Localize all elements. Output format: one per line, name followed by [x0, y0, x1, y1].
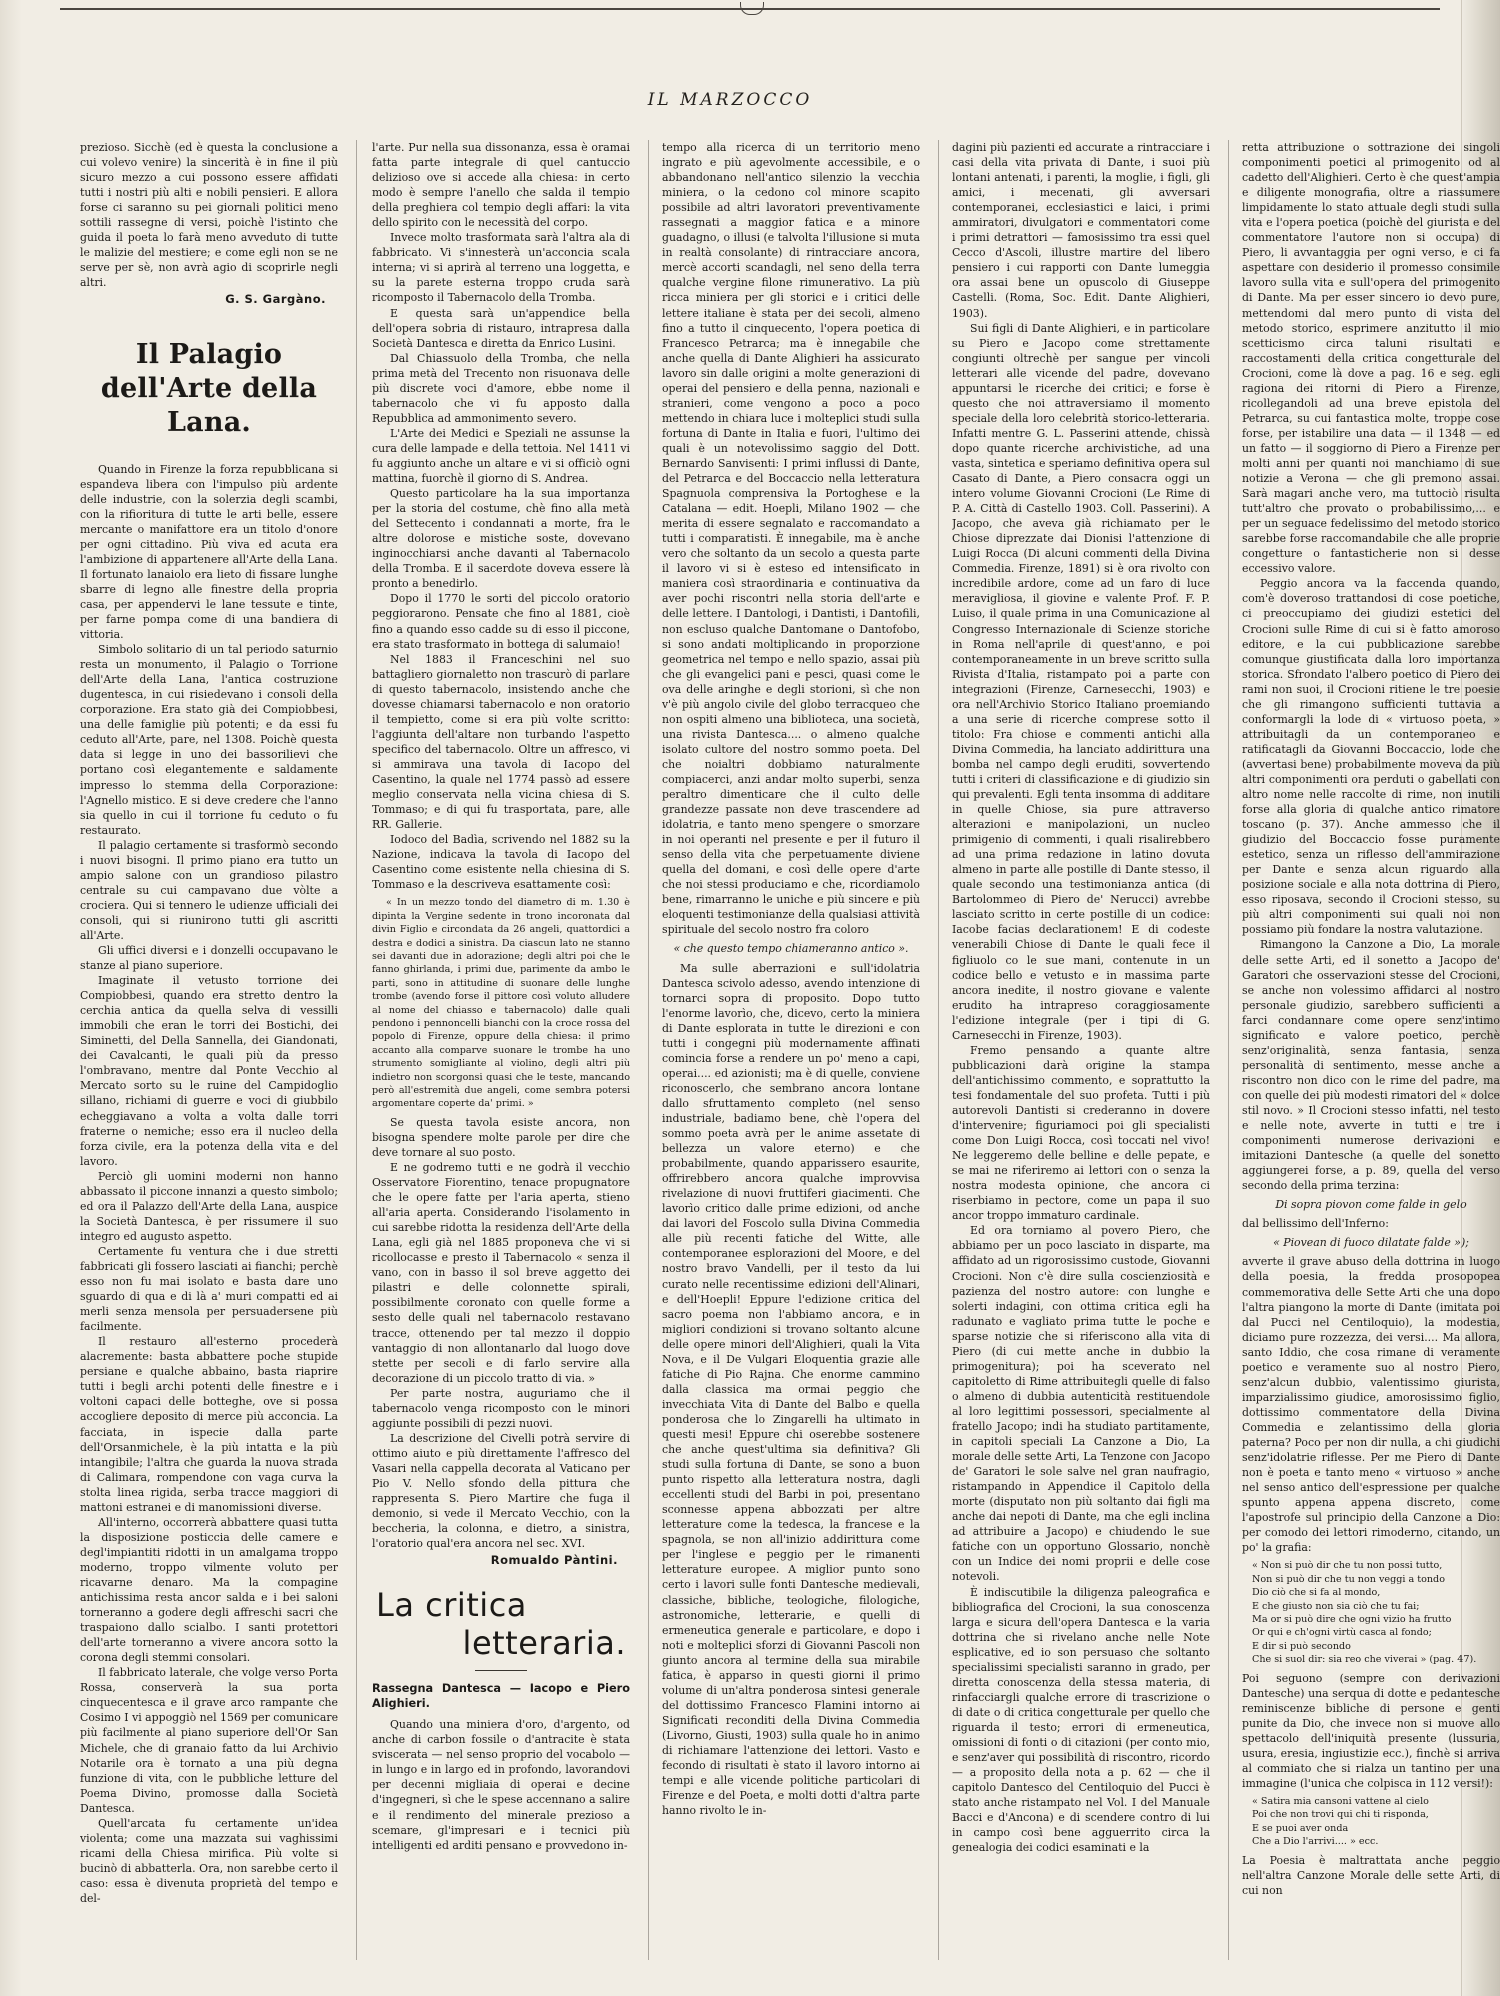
column-3 [662, 140, 920, 1970]
verse-quote: « Piovean di fuoco dilatate falde »); [1273, 1236, 1469, 1250]
poem-line: E dir si può secondo [1252, 1640, 1351, 1652]
paragraph: Il fabbricato laterale, che volge verso Porta Rossa, conserverà la sua porta cinquecentesca e il grave arco rampante che Cosimo I vi appoggiò nel 1569 per comunicare più facilmente al piano superiore dell'Or San Michele, che di granaio fatto da lui Archivio Notarile ora è tornato a una più degna funzione di vita, con le pubbliche letture del Poema Divino, promosse dalla Società Dantesca. [80, 1666, 338, 1815]
poem-line: Non si può dir che tu non veggi a tondo [1252, 1573, 1445, 1585]
poem-line: Dio ciò che si fa al mondo, [1252, 1587, 1381, 1599]
paragraph: tempo alla ricerca di un territorio meno ingrato e più agevolmente accessibile, e o abbandonano nell'antico silenzio la vecchia miniera, o la cedono col minore scapito possibile ad altri lavoratori preventivamente rassegnati a maggior fatica e a minore guadagno, o illusi (e talvolta l'illusione si muta in realtà consolante) di rintracciare ancora, mercè accorti scandagli, nel seno della terra qualche vergine filone rimunerativo. La più ricca miniera per gli storici e i critici delle lettere italiane è stata per dei secoli, almeno fino a tutto il cinquecento, l'opera poetica di Francesco Petrarca; ma è innegabile che anche quella di Dante Alighieri ha assicurato lavoro sin dalle origini a molte generazioni di operai del pensiero e della penna, nazionali e stranieri, come vengono a poco a poco mettendo in chiara luce i molteplici studi sulla fortuna di Dante in Italia e fuori, l'ultimo dei quali è un notevolissimo saggio del Dott. Bernardo Sanvisenti: I primi influssi di Dante, del Petrarca e del Boccaccio nella letteratura Spagnuola comprensiva la Portoghese e la Catalana — edit. Hoepli, Milano 1902 — che merita di essere segnalato e raccomandato a tutti i comparatisti. È innegabile, ma è anche vero che soltanto da un secolo a questa parte il lavoro vi si è esteso ed intensificato in maniera così straordinaria e continuativa da aver pochi riscontri nella storia dell'arte e delle lettere. I Dantologi, i Dantisti, i Dantofili, non escluso qualche Dantomane o Dantofobo, si sono andati moltiplicando in proporzione geometrica nel tempo e nello spazio, assai più che gli evangelici pani e pesci, quasi come le ova delle aringhe e degli storioni, sì che non v'è più angolo civile del globo terracqueo che non ospiti almeno una biblioteca, una società, una rivista Dantesca.... o almeno qualche isolato cultore del nostro sommo poeta. Del che noialtri dobbiamo naturalmente compiacerci, anzi andar molto superbi, senza peraltro dimenticare che il culto delle grandezze passate non deve trascendere ad idolatria, e tanto meno spengere o smorzare in noi operanti nel presente e per il futuro il senso della vita che perpetuamente diviene quella del domani, e così delle opere d'arte che noi stessi produciamo e che, ricordiamolo bene, rimarranno le uniche e più sincere e più eloquenti testimonianze della qualsiasi attività spirituale del secolo nostro fra coloro [662, 141, 920, 937]
poem-excerpt [1252, 1795, 1500, 1849]
section-heading-line-2: letteraria. [462, 1624, 626, 1663]
author-signature: G. S. Gargàno. [225, 292, 326, 307]
paragraph: Quando una miniera d'oro, d'argento, od anche di carbon fossile o d'antracite è stata sviscerata — nel senso proprio del vocabolo — in lungo e in largo ed in profondo, lavorandovi per decenni migliaia di operai e decine d'ingegneri, sì che le spese accennano a salire e il rendimento del minerale prezioso a scemare, gl'impresari e i tecnici più intelligenti ed arditi pensano e provvedono in- [372, 1718, 630, 1852]
poem-line: E che giusto non sia ciò che tu fai; [1252, 1600, 1420, 1612]
paragraph: Iodoco del Badìa, scrivendo nel 1882 su la Nazione, indicava la tavola di Iacopo del Casentino come esistente nella chiesina di S. Tommaso e la descriveva esattamente così: [372, 833, 630, 892]
top-border-ornament [740, 2, 764, 15]
paragraph: Invece molto trasformata sarà l'altra ala di fabbricato. Vi s'innesterà un'acconcia scala interna; vi si aprirà al terreno una loggetta, e su la parete esterna troppo cruda sarà ricomposto il Tabernacolo della Tromba. [372, 231, 630, 305]
paragraph: All'interno, occorrerà abbattere quasi tutta la disposizione posticcia delle camere e degl'impiantiti ridotti in un amalgama troppo moderno, troppo vilmente voluto per ricavarne denaro. Ma la compagine antichissima resta ancor salda e i bei saloni torneranno a godere degli affreschi sacri che traspaiono dallo scialbo. I santi protettori dell'arte torneranno a vivere ancora sotto la corona degli stemmi consolari. [80, 1515, 338, 1665]
paragraph: La Poesia è maltrattata anche peggio nell'altra Canzone Morale delle sette Arti, di cui non [1242, 1853, 1500, 1897]
poem-line: « Satira mia cansoni vattene al cielo [1252, 1795, 1429, 1807]
column-4 [952, 140, 1210, 1970]
paragraph: Perciò gli uomini moderni non hanno abbassato il piccone innanzi a questo simbolo; ed ora il Palazzo dell'Arte della Lana, auspice la Società Dantesca, è per rissumere il suo integro ed augusto aspetto. [80, 1169, 338, 1243]
running-title: IL MARZOCCO [647, 90, 813, 110]
paragraph: Quell'arcata fu certamente un'idea violenta; come una mazzata sui vaghissimi ricami della Chiesa mirifica. Più volte si bucinò di abbatterla. Ora, non sarebbe certo il caso: essa è divenuta proprietà del tempo e del- [80, 1816, 338, 1905]
paragraph: prezioso. Sicchè (ed è questa la conclusione a cui volevo venire) la sincerità è in fine il più sicuro mezzo a cui possono essere affidati tutti i nostri più alti e nobili pensieri. E allora forse ci saranno su pei giornali politici meno sottili rassegne di versi, poichè l'istinto che guida il poeta lo farà meno avveduto di tutte le malizie del mestiere; e come egli non se ne serve per sè, non avrà agio di scoprirle negli altri. [80, 141, 338, 290]
paragraph: La descrizione del Civelli potrà servire di ottimo aiuto e più direttamente l'affresco del Vasari nella cappella decorata al Vaticano per Pio V. Nello sfondo della pittura che rappresenta S. Piero Martire che fuga il demonio, si vede il Mercato Vecchio, con la beccheria, la colonna, e dietro, a sinistra, l'oratorio qual'era ancora nel sec. XVI. [372, 1431, 630, 1551]
paragraph: Se questa tavola esiste ancora, non bisogna spendere molte parole per dire che deve tornare al suo posto. [372, 1115, 630, 1159]
column-1 [80, 140, 338, 1970]
paragraph: Questo particolare ha la sua importanza per la storia del costume, chè fino alla metà del Settecento i condannati a morte, fra le altre dolorose e mistiche soste, dovevano inginocchiarsi anche davanti al Tabernacolo della Tromba. E il sacerdote doveva essere là pronto a benedirlo. [372, 487, 630, 591]
paragraph: dal bellissimo dell'Inferno: [1242, 1217, 1389, 1231]
page-margin-left [0, 0, 22, 1996]
column-5 [1242, 140, 1500, 1970]
heading-rule [475, 1670, 527, 1671]
poem-line: « Non si può dir che tu non possi tutto, [1252, 1560, 1443, 1572]
paragraph: Simbolo solitario di un tal periodo saturnio resta un monumento, il Palagio o Torrione dell'Arte della Lana, l'antica costruzione dugentesca, in cui risiedevano i consoli della corporazione. Era stato già dei Compiobbesi, una delle famiglie più potenti; e da essi fu ceduto all'Arte, pare, nel 1308. Poichè questa data si legge in uno dei bassorilievi che portano così elegantemente e saldamente impresso lo stemma della Corporazione: l'Agnello mistico. E si deve credere che l'anno sia quello in cui il torrione fu ceduto o fu restaurato. [80, 643, 338, 837]
poem-line: Ma or si può dire che ogni vizio ha frutto [1252, 1613, 1452, 1625]
paragraph: L'Arte dei Medici e Speziali ne assunse la cura delle lampade e della tettoia. Nel 1411 vi fu aggiunto anche un altare e vi si officiò ogni mattina, fuorchè il giorno di S. Andrea. [372, 426, 630, 486]
poem-excerpt [1252, 1559, 1500, 1666]
paragraph: Certamente fu ventura che i due stretti fabbricati gli fossero lasciati ai fianchi; perchè esso non fu mai isolato e basta dare uno sguardo di qua e di là a' muri compatti ed ai merli senza mensola per persuadersene più facilmente. [80, 1244, 338, 1334]
paragraph: avverte il grave abuso della dottrina in luogo della poesia, la fredda prosopopea commemorativa delle Sette Arti che una dopo l'altra piangono la morte di Dante (imitata poi dal Pucci nel Centiloquio), la modestia, diciamo pure rozzezza, dei versi.... Ma allora, santo Iddio, che cosa rimane di veramente poetico e veramente suo al nostro Piero, senz'alcun dubbio, valentissimo giurista, imparzialissimo giudice, amorosissimo figlio, dottissimo commentatore della Divina Commedia e zelantissimo della gloria paterna? Poco per non dir nulla, a chi giudichi senz'idolatrie riflesse. Per me Piero di Dante non è poeta e tanto meno « virtuoso » anche nel senso antico dell'espressione per qualche spunto appena appena discreto, come l'apostrofe sul principio della Canzone a Dio: per comodo dei lettori rimoderno, citando, un po' la grafia: [1242, 1255, 1500, 1555]
paragraph: Imaginate il vetusto torrione dei Compiobbesi, quando era stretto dentro la cerchia antica da quella selva di vessilli immobili che eran le torri dei Bostichi, dei Siminetti, del Della Sannella, dei Giandonati, dei Cavalcanti, le quali più da presso l'ombravano, mentre dal Ponte Vecchio al Mercato sorto su le ruine del Campidoglio sillano, richiami di guerre e voci di giubbilo echeggiavano a volta a volta dalle torri fraterne o nemiche; esso era il nucleo della forza civile, era la potenza della vita e del lavoro. [80, 974, 338, 1168]
poem-line: Poi che non trovi qui chi ti risponda, [1252, 1809, 1429, 1821]
poem-line: Che a Dio l'arrivi.... » ecc. [1252, 1836, 1379, 1848]
paragraph: Poi seguono (sempre con derivazioni Dantesche) una serqua di dotte e pedantesche reminiscenze bibliche di persone e genti punite da Dio, che invece non si muove allo spettacolo dell'iniquità presente (lussuria, usura, eresia, ingiustizie ecc.), finchè si arriva al commiato che si rialza un tantino per una immagine (l'unica che colpisca in 112 versi!): [1242, 1671, 1500, 1790]
verse-quote: Di sopra piovon come falde in gelo [1275, 1198, 1467, 1212]
paragraph: Peggio ancora va la faccenda quando, com'è doveroso trattandosi di cose poetiche, ci preoccupiamo dei giudizi estetici del Crocioni sulle Rime di cui si è fatto amoroso editore, e la cui pubblicazione sarebbe comunque giustificata dalla loro importanza storica. Sfrondato l'albero poetico di Piero dei rami non suoi, il Crocioni ritiene le tre poesie che gli rimangono sufficienti tuttavia a conformargli la lode di « virtuoso poeta, » attribuitagli da un contemporaneo e ratificatagli da Giovanni Boccaccio, lode che (avvertasi bene) probabilmente moveva da più altri componimenti ora perduti o gabellati con altro nome nelle raccolte di rime, non inutili forse alla gloria di qualche antico rimatore toscano (p. 37). Anche ammesso che il giudizio del Boccaccio fosse puramente estetico, senza un riflesso dell'ammirazione per Dante e senza alcun riguardo alla posizione sociale e alla nota dottrina di Piero, esso riposava, secondo il Crocioni stesso, su più altri componimenti sui quali noi non possiamo più fondare la nostra valutazione. [1242, 577, 1500, 937]
poem-line: E se puoi aver onda [1252, 1822, 1349, 1834]
paragraph: l'arte. Pur nella sua dissonanza, essa è oramai fatta parte integrale di quel cantuccio delizioso ove si accede alla chiesa: in certo modo è sempre l'anello che salda il tempio della preghiera col tempio degli affari: la vita dello spirito con le necessità del corpo. [372, 141, 630, 230]
paragraph: Dopo il 1770 le sorti del piccolo oratorio peggiorarono. Pensate che fino al 1881, cioè fino a quando esso cadde su di esso il piccone, era stato trasformato in bottega di salumaio! [372, 592, 630, 651]
section-heading [372, 1586, 630, 1662]
article-subheading: Rassegna Dantesca — Iacopo e Piero Alighieri. [372, 1682, 630, 1711]
paragraph: Quando in Firenze la forza repubblicana si espandeva libera con l'impulso più ardente delle industrie, con la solerzia degli scambi, con la rifioritura di tutte le arti belle, essere mercante o manifattore era un titolo d'onore per ogni cittadino. Più viva ed acuta era l'ambizione di appartenere all'Arte della Lana. Il fortunato lanaiolo era lieto di fissare lunghe sbarre di legno alle finestre della propria casa, per appendervi le lane tessute e tinte, per farne pompa come di una bandiera di vittoria. [80, 462, 338, 642]
paragraph: Ed ora torniamo al povero Piero, che abbiamo per un poco lasciato in disparte, ma affidato ad un rigorosissimo custode, Giovanni Crocioni. Non c'è dire sulla coscienziosità e pazienza del nostro autore: con lunghe e solerti indagini, con ottima critica egli ha radunato e vagliato prima tutte le poche e sparse notizie che si riferiscono alla vita di Piero (di cui mette anche in dubbio la primogenitura); poi ha sceverato nel capitoletto di Rime attribuitegli quelle di falso o almeno di dubbia autenticità restituendole al loro legittimi possessori, specialmente al fratello Jacopo; indi ha studiato partitamente, in capitoli speciali La Canzone a Dio, La morale delle sette Arti, La Tenzone con Jacopo de' Garatori le sole salve nel gran naufragio, ristampando in Appendice il Capitolo della morte (disputato non più soltanto dai figli ma anche dai nepoti di Dante, ma che egli inclina ad attribuire a Jacopo) e chiudendo le sue fatiche con un opportuno Glossario, nonchè con un Indice dei nomi proprii e delle cose notevoli. [952, 1224, 1210, 1584]
poem-line: Or qui e ch'ogni virtù casca al fondo; [1252, 1627, 1432, 1639]
paragraph: Dal Chiassuolo della Tromba, che nella prima metà del Trecento non risuonava delle più discrete voci d'amore, ebbe nome il tabernacolo che vi fu apposto dalla Repubblica ad ammonimento severo. [372, 351, 630, 425]
paragraph: E ne godremo tutti e ne godrà il vecchio Osservatore Fiorentino, tenace propugnatore che le opere fatte per l'aria aperta, stieno all'aria aperta. Considerando l'isolamento in cui sarebbe ridotta la residenza dell'Arte della Lana, egli già nel 1885 proponeva che vi si ricollocasse e presto il Tabernacolo « senza il vano, con in basso il sol breve aggetto dei pilastri e delle colonnette spirali, possibilmente coronato con quelle forme a sesto delle quali nel tabernacolo restavano tracce, ottenendo per tal mezzo il doppio vantaggio di non allontanarlo dal luogo dove stette per secoli e di farlo servire alla decorazione di un piccolo tratto di via. » [372, 1160, 630, 1385]
paragraph: Rimangono la Canzone a Dio, La morale delle sette Arti, ed il sonetto a Jacopo de' Garatori che osservazioni stesse del Crocioni, se anche non volessimo affidarci al nostro personale giudizio, sarebbero sufficienti a farci condannare come opere senz'intimo significato e valore poetico, perchè senz'originalità, senza fantasia, senza personalità di sentimento, messe anche a riscontro non dico con le rime del padre, ma con quelle dei più modesti rimatori del « dolce stil novo. » Il Crocioni stesso infatti, nel testo e nelle note, avverte in tutti e tre i componimenti numerose derivazioni e imitazioni Dantesche (a quelle del sonetto aggiungerei forse, a p. 89, quella del verso secondo della prima terzina: [1242, 938, 1500, 1193]
paragraph: Ma sulle aberrazioni e sull'idolatria Dantesca scivolo adesso, avendo intenzione di tornarci sopra di proposito. Dopo tutto l'enorme lavorìo, che, dicevo, certo la miniera di Dante esplorata in tutte le direzioni e con tutti i congegni più modernamente affinati comincia forse a rendere un po' meno a capi, operai.... ed azionisti; ma è di quelle, conviene riconoscerlo, che sembrano ancora lontane dallo sfruttamento completo (nel senso industriale, badiamo bene, chè l'opera del sommo poeta avrà per le anime assetate di bellezza un valore eterno) e che probabilmente, quando apparissero esaurite, offrirebbero ancora qualche improvvisa rivelazione di nuovi fruttiferi giacimenti. Che lavorìo critico dalle prime edizioni, od anche dai lavori del Foscolo sulla Divina Commedia alle più recenti fatiche del Witte, alle contemporanee esplorazioni del Moore, e del nostro bravo Vandelli, per il testo da lui curato nelle recentissime edizioni dell'Alinari, e dell'Hoepli! Eppure l'edizione critica del sacro poema non l'abbiamo ancora, e in migliori condizioni si trovano soltanto alcune delle opere minori dell'Alighieri, quali la Vita Nova, e il De Vulgari Eloquentia grazie alle fatiche di Pio Rajna. Che enorme cammino dalla classica ma ormai peggio che invecchiata Vita di Dante del Balbo e quella ponderosa che lo Zingarelli ha ultimato in questi mesi! Eppure chi oserebbe sostenere che anche quest'ultima sia definitiva? Gli studi sulla fortuna di Dante, se sono a buon punto rispetto alla letteratura nostra, dagli eccellenti studi del Barbi in poi, presentano sconnesse appena abbozzati per altre letterature come la tedesca, la francese e la spagnola, se non all'inizio addirittura come per l'inglese e peggio per le rimanenti letterature europee. A miglior punto sono certo i lavori sulle fonti Dantesche medievali, classiche, bibliche, teologiche, filologiche, astronomiche, letterarie, e quelli di ermeneutica generale e particolare, e dopo i noti e molteplici sforzi di Giovanni Pascoli non giunto ancora al termine della sua mirabile fatica, è apparso in questi giorni il primo volume di un'altra ponderosa sintesi generale del dottissimo Francesco Flamini intorno ai Significati reconditi della Divina Commedia (Livorno, Giusti, 1903) sulla quale ho in animo di richiamare l'attenzione dei lettori. Vasto e fecondo di risultati è stato il lavoro intorno ai tempi e alle vicende politiche particolari di Firenze e del Poeta, e molti dotti d'altra parte hanno rivolto le in- [662, 961, 920, 1818]
paragraph: Il palagio certamente si trasformò secondo i nuovi bisogni. Il primo piano era tutto un ampio salone con un grandioso pilastro centrale su cui campavano due vòlte a crociera. Qui si tennero le udienze ufficiali dei consoli, qui si riunirono tutti gli ascritti all'Arte. [80, 838, 338, 942]
paragraph: Sui figli di Dante Alighieri, e in particolare su Piero e Jacopo come strettamente congiunti oltrechè per sangue per vincoli letterari alle vicende del padre, dovevano appuntarsi le ricerche dei critici; e forse è questo che noi attraversiamo il momento speciale della loro celebrità storico-letteraria. Infatti mentre G. L. Passerini attende, chissà dopo quante ricerche archivistiche, ad una vasta, sintetica e speriamo definitiva opera sul Casato di Dante, a Piero consacra oggi un intero volume Giovanni Crocioni (Le Rime di P. A. Città di Castello 1903. Coll. Passerini). A Jacopo, che aveva già richiamato per le Chiose diprezzate dai Dionisi l'attenzione di Luigi Rocca (Di alcuni commenti della Divina Commedia. Firenze, 1891) si è ora rivolto con incredibile ardore, come ad un faro di luce meravigliosa, il giovine e valente Prof. F. P. Luiso, il quale prima in una Comunicazione al Congresso Internazionale di Scienze storiche in Roma nell'aprile di quest'anno, e poi contemporaneamente in un breve scritto sulla Rivista d'Italia, ristampato poi a parte con integrazioni (Firenze, Carnesecchi, 1903) e ora nell'Archivio Storico Italiano proemiando a una serie di ricerche comprese sotto il titolo: Fra chiose e commenti antichi alla Divina Commedia, ha lanciato addirittura una bomba nel campo degli eruditi, sovvertendo tutti i criteri di classificazione e di giudizio sin qui prevalenti. Egli tenta insomma di additare in quelle Chiose, sia pure attraverso alterazioni e manipolazioni, un nucleo primigenio di commenti, i quali risalirebbero ad una prima redazione in latino dovuta almeno in parte alle postille di Dante stesso, il quale secondo una testimonianza antica (di Bartolommeo di Piero de' Nerucci) avrebbe lasciato scritto in certe postille di un codice: Iacobe facias declarationem! E di codeste venerabili Chiose di Dante le quali fece il figliuolo co le sue mani, contenute in un codice bello e vetusto e in massima parte ancora inedite, il nostro giovane e valente erudito ha intrapreso coraggiosamente l'edizione integrale (per i tipi di G. Carnesecchi in Firenze, 1903). [952, 321, 1210, 1042]
verse-quote: « che questo tempo chiameranno antico ». [673, 942, 909, 956]
author-signature: Romualdo Pàntini. [490, 1553, 618, 1568]
column-divider [356, 140, 357, 1960]
paragraph: E questa sarà un'appendice bella dell'opera sobria di ristauro, intrapresa dalla Società Dantesca e diretta da Enrico Lusini. [372, 306, 630, 350]
article-heading: Il Palagio dell'Arte della Lana. [100, 338, 318, 438]
paragraph: È indiscutibile la diligenza paleografica e bibliografica del Crocioni, la sua conoscenza larga e sicura dell'opera Dantesca e la varia dottrina che si rivelano anche nelle Note esplicative, ed io son persuaso che soltanto specialissimi specialisti saranno in grado, per diretta conoscenza della stessa materia, di rinfacciargli qualche errore di trascrizione o di date o di critica congetturale per quello che riguarda il testo; errori di ermeneutica, omissioni di fonti o di citazioni (per conto mio, e senz'aver qui possibilità di riscontro, ricordo — a proposito della nota a p. 62 — che il capitolo Dantesco del Centiloquio del Pucci è stato anche ristampato nel Vol. I del Manuale Bacci e d'Ancona) e di scendere contro di lui in campo così bene agguerrito circa la genealogia dei codici esaminati e la [952, 1585, 1210, 1855]
column-2 [372, 140, 630, 1970]
paragraph: Gli uffici diversi e i donzelli occupavano le stanze al piano superiore. [80, 944, 338, 973]
section-heading-line-1: La critica [376, 1586, 527, 1625]
poem-line: Che si suol dir: sia reo che viverai » (pag. 47). [1252, 1654, 1477, 1666]
column-divider [938, 140, 939, 1960]
paragraph: Fremo pensando a quante altre pubblicazioni darà origine la stampa dell'antichissimo commento, e soprattutto la tesi fondamentale del suo profeta. Tutti i più autorevoli Dantisti si crederanno in dovere d'intervenire; figuriamoci poi gli specialisti come Don Luigi Rocca, così toccati nel vivo! Ne leggeremo delle belline e delle pepate, e se mai ne riferiremo ai lettori con o senza la nostra modesta opinione, che ancora ci riserbiamo in pectore, come un papa il suo ancor troppo immaturo cardinale. [952, 1043, 1210, 1223]
paragraph: retta attribuzione o sottrazione dei singoli componimenti poetici al primogenito od al cadetto dell'Alighieri. Certo è che quest'ampia e diligente monografia, oltre a riassumere limpidamente lo stato attuale degli studi sulla vita e l'opera poetica (poichè del giurista e del commentatore l'autore non si occupa) di Piero, li avvantaggia per ogni verso, e ci fa aspettare con desiderio il promesso consimile lavoro sulla vita e sull'opera del primogenito di Dante. Ma per esser sincero io devo pure, mettendomi dal mero punto di vista del metodo storico, esprimere anzitutto il mio scetticismo circa taluni risultati e raccostamenti della critica congetturale del Crocioni, come là dove a pag. 16 e seg. egli ragiona dei ritorni di Piero a Firenze, ricollegandoli ad una breve epistola del Petrarca, su cui fantastica molte, troppe cose forse, per istabilire una data — il 1348 — ed un fatto — il soggiorno di Piero a Firenze per molti anni per quanti noi manchiamo di sue notizie a Verona — che gli premono assai. Sarà magari anche vero, ma tuttociò risulta tutt'altro che provato o probabilissimo,... e per un seguace fedelissimo del metodo storico sarebbe forse raccomandabile che alle proprie congetture o fantasticherie non si desse eccessivo valore. [1242, 141, 1500, 576]
paragraph: Il restauro all'esterno procederà alacremente: basta abbattere poche stupide persiane e qualche abbaino, basta riaprire tutti i begli archi potenti delle finestre e i voltoni capaci delle botteghe, ove si possa accogliere deposito di merce più acconcia. La facciata, in ispecie dalla parte dell'Orsanmichele, è la più intatta e la più intangibile; l'altra che guarda la nuova strada di Calimara, rompendone con vaga curva la stolta linea rigida, serba tracce maggiori di mattoni estranei e di manomissioni diverse. [80, 1335, 338, 1514]
block-quote: « In un mezzo tondo del diametro di m. 1.30 è dipinta la Vergine sedente in trono incoronata dal divin Figlio e circondata da 26 angeli, quattordici a destra e dodici a sinistra. Da ciascun lato ne stanno sei davanti due in adorazione; degli altri poi che le fanno ghirlanda, i primi due, parimente da ambo le parti, sono in attitudine di suonare delle lunghe trombe (avendo forse il pittore così voluto alludere al nome del chiasso e tabernacolo) dalle quali pendono i pennoncelli bianchi con la croce rossa del popolo di Firenze, oppure della chiesa: il primo accanto alla comparve suonare le trombe ha uno strumento somigliante al violino, degli altri più indietro non scorgonsi quasi che le teste, mancando però all'estremità due angeli, come sembra potersi argomentare coperte da' primi. » [372, 897, 630, 1110]
paragraph: Nel 1883 il Franceschini nel suo battagliero giornaletto non trascurò di parlare di questo tabernacolo, insistendo anche che dovesse chiamarsi tabernacolo e non oratorio il tempietto, come si era più volte scritto: l'aggiunta dell'altare non turbando l'aspetto specifico del tabernacolo. Oltre un affresco, vi si ammirava una tavola di Iacopo del Casentino, la quale nel 1774 passò ad essere meglio conservata nella vicina chiesa di S. Tommaso; e di qui fu trasportata, pare, alle RR. Gallerie. [372, 652, 630, 832]
column-divider [648, 140, 649, 1960]
paragraph: dagini più pazienti ed accurate a rintracciare i casi della vita privata di Dante, i suoi più lontani antenati, i parenti, la moglie, i figli, gli amici, i mecenati, gli avversari contemporanei, ecclesiastici e laici, i primi ammiratori, divulgatori e commentatori come i primi detrattori — famosissimo tra essi quel Cecco d'Ascoli, illustre martire del libero pensiero i cui rapporti con Dante lumeggia ora assai bene un opuscolo di Giuseppe Castelli. (Roma, Soc. Edit. Dante Alighieri, 1903). [952, 141, 1210, 320]
paragraph: Per parte nostra, auguriamo che il tabernacolo venga ricomposto con le minori aggiunte possibili di pezzi nuovi. [372, 1386, 630, 1430]
column-divider [1228, 140, 1229, 1960]
